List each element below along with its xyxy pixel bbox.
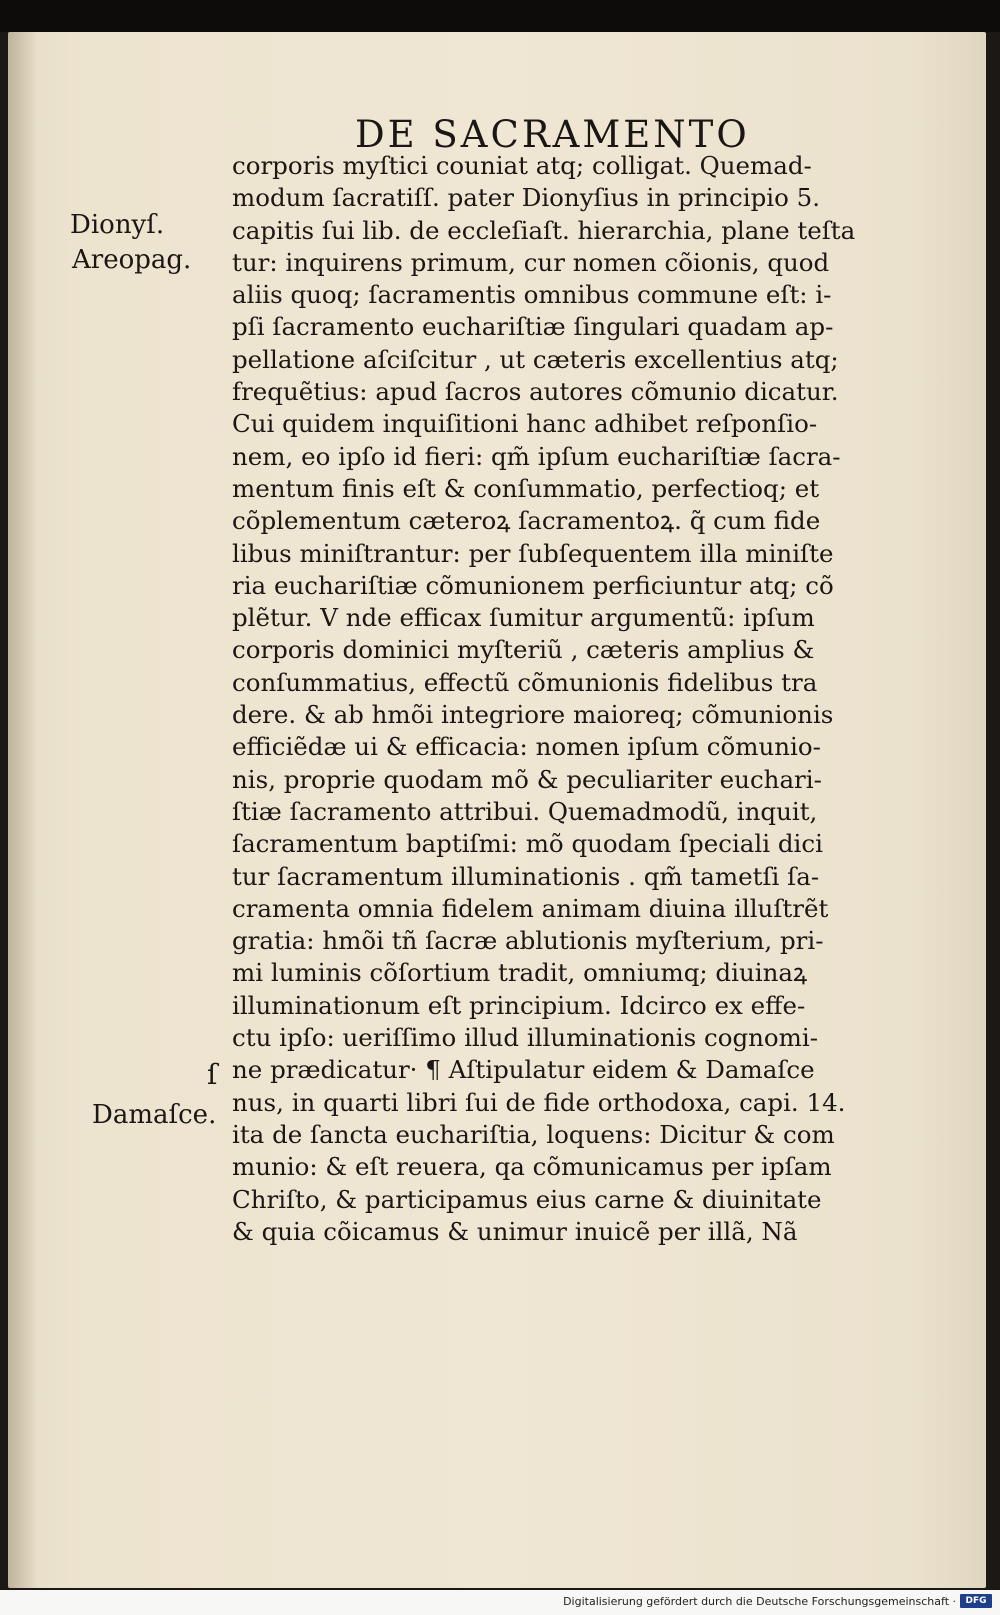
margin-note-dionysius: Dionyſ. — [70, 210, 165, 240]
text-line: capitis ſui lib. de eccleſiaſt. hierarchia, plane teſta — [232, 215, 856, 245]
text-line: ctu ipſo: ueriſſimo illud illuminationis cognomi- — [232, 1023, 819, 1053]
text-line: ſtiæ ſacramento attribui. Quemadmodũ, inquit, — [232, 796, 818, 826]
text-line: ne prædicatur· ¶ Aſtipulatur eidem & Damaſce — [232, 1055, 815, 1085]
text-line: tur ſacramentum illuminationis . qm̃ tametſi ſa- — [232, 861, 820, 891]
text-line: nus, in quarti libri ſui de fide orthodoxa, capi. 14. — [232, 1087, 846, 1117]
margin-note-damascenus: Damaſce. — [92, 1100, 217, 1130]
text-line: plẽtur. V nde efficax ſumitur argumentũ: ipſum — [232, 603, 815, 633]
text-line: pellatione aſciſcitur , ut cæteris excellentius atq; — [232, 344, 839, 374]
text-line: ſacramentum baptiſmi: mõ quodam ſpeciali dici — [232, 829, 823, 859]
text-line: pſi ſacramento euchariſtiæ ſingulari quadam ap- — [232, 312, 834, 342]
text-line: ita de ſancta euchariſtia, loquens: Dicitur & com — [232, 1119, 835, 1149]
text-line: gratia: hmõi tñ ſacræ ablutionis myſterium, pri- — [232, 926, 824, 956]
running-head: DE SACRAMENTO — [355, 113, 750, 156]
text-line: dere. & ab hmõi integriore maioreq; cõmunionis — [232, 700, 834, 730]
text-line: munio: & eſt reuera, qa cõmunicamus per ipſam — [232, 1152, 832, 1182]
scan-top-border — [0, 0, 1000, 32]
text-line: libus miniſtrantur: per ſubſequentem illa miniſte — [232, 538, 834, 568]
text-line: nem, eo ipſo id fieri: qm̃ ipſum euchariſtiæ ſacra- — [232, 441, 841, 471]
text-line: cõplementum cæteroꝝ ſacramentoꝝ. q̃ cum fide — [232, 506, 821, 536]
text-line: efficiẽdæ ui & efficacia: nomen ipſum cõmunio- — [232, 732, 821, 762]
text-line: Cui quidem inquiſitioni hanc adhibet reſponſio- — [232, 409, 818, 439]
text-line: mentum finis eſt & conſummatio, perfectioq; et — [232, 473, 820, 503]
text-line: tur: inquirens primum, cur nomen cõionis, quod — [232, 247, 830, 277]
footer-credit: Digitalisierung gefördert durch die Deutsche Forschungsgemeinschaft · — [563, 1595, 956, 1608]
text-line: corporis dominici myſteriũ , cæteris amplius & — [232, 635, 815, 665]
text-line: modum ſacratiſſ. pater Dionyſius in principio 5. — [232, 183, 820, 213]
text-line: nis, proprie quodam mõ & peculiariter euchari- — [232, 764, 822, 794]
text-line: Chriſto, & participamus eius carne & diuinitate — [232, 1184, 822, 1214]
text-line: aliis quoq; ſacramentis omnibus commune eſt: i- — [232, 280, 832, 310]
text-line: ria euchariſtiæ cõmunionem perficiuntur atq; cõ — [232, 570, 834, 600]
text-line: cramenta omnia fidelem animam diuina illuſtrẽt — [232, 893, 829, 923]
signature-mark: ſ — [207, 1058, 218, 1091]
body-text — [232, 150, 932, 1248]
text-line: corporis myſtici couniat atq; colligat. Quemad- — [232, 151, 812, 180]
dfg-logo: DFG — [960, 1594, 992, 1608]
text-line: & quia cõicamus & unimur inuicẽ per illã, Nã — [232, 1216, 798, 1246]
text-line: mi luminis cõſortium tradit, omniumq; diuinaꝝ — [232, 958, 808, 988]
gutter-shadow — [8, 32, 38, 1588]
text-line: conſummatius, effectũ cõmunionis fidelibus tra — [232, 667, 818, 697]
text-line: illuminationum eſt principium. Idcirco ex effe- — [232, 990, 806, 1020]
text-line: frequẽtius: apud ſacros autores cõmunio dicatur. — [232, 377, 839, 407]
margin-note-areopagita: Areopag. — [72, 245, 192, 275]
